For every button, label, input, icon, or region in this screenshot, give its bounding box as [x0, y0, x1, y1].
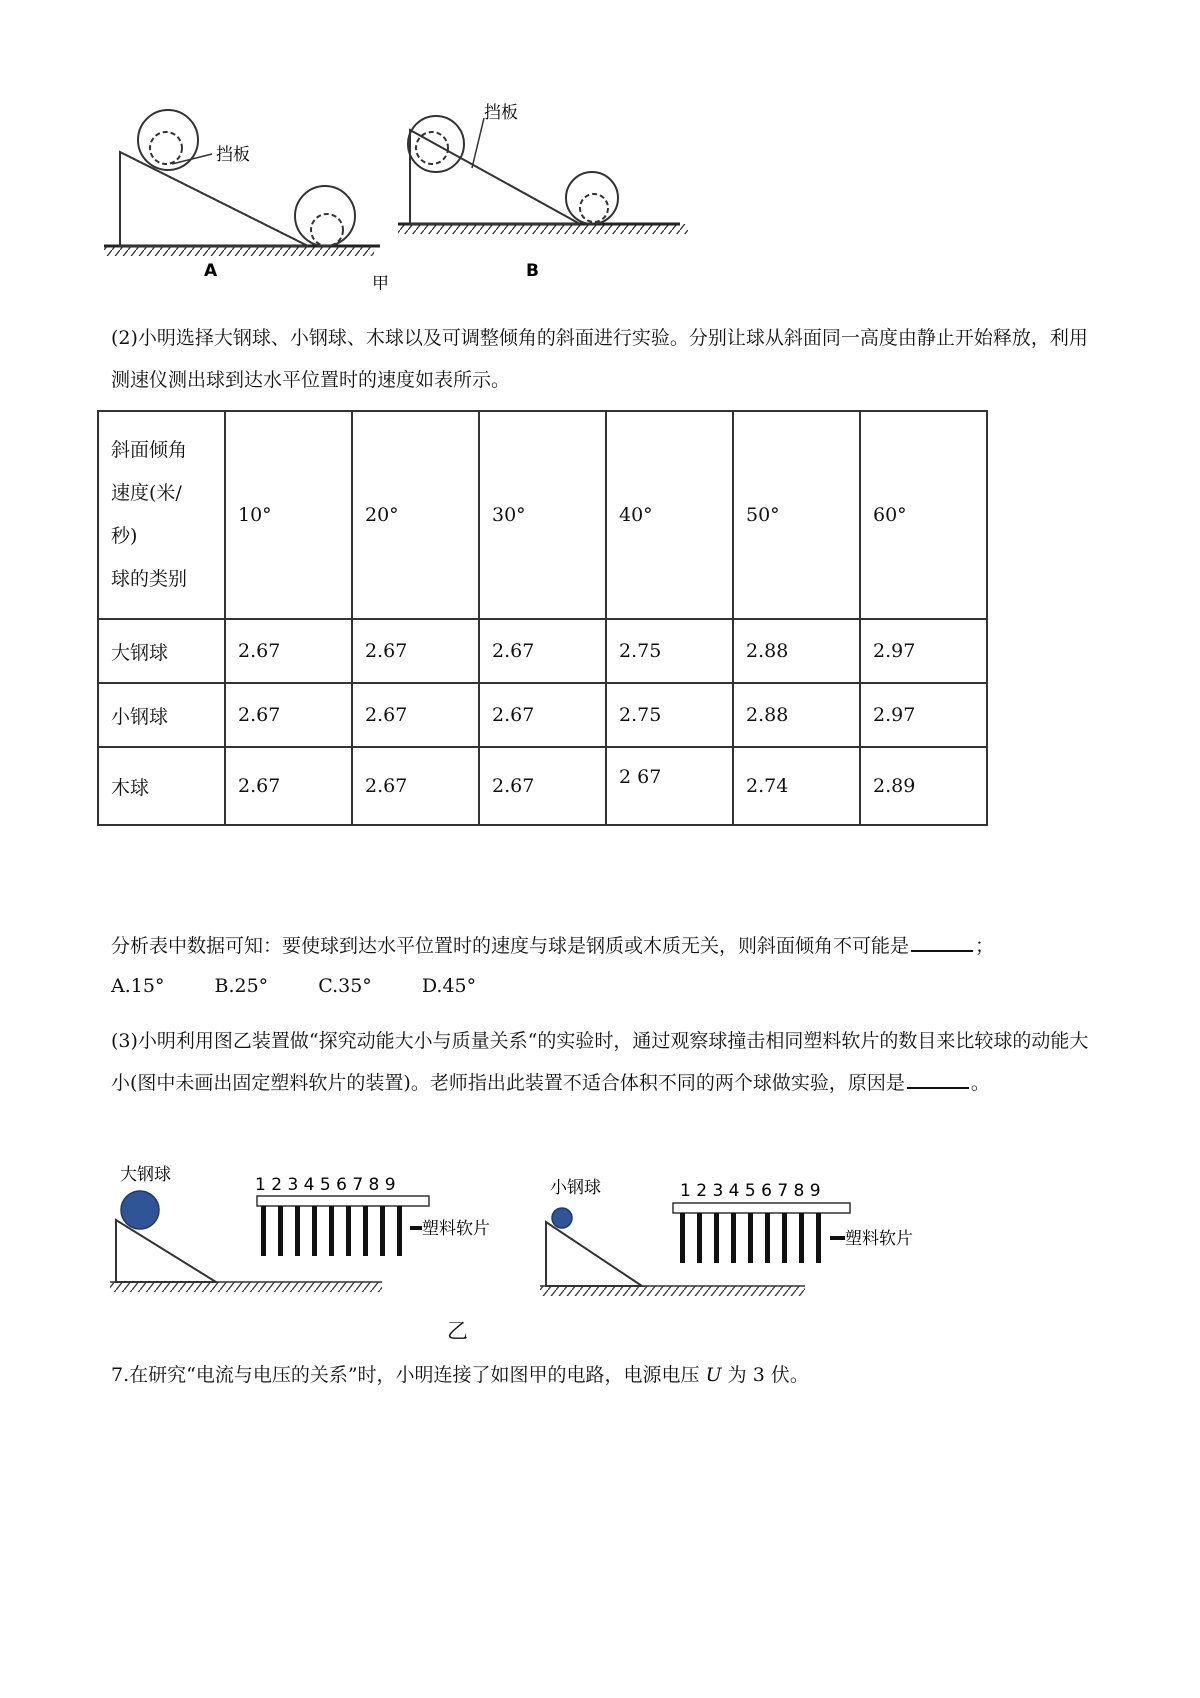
- sheet-holder-left: [257, 1196, 429, 1206]
- figure-caption-yi: 乙: [447, 1319, 468, 1343]
- angle-header: 10°: [225, 411, 352, 619]
- large-ball-bottom-b: [566, 172, 618, 224]
- table-cell: 2.89: [860, 747, 987, 825]
- angle-header: 40°: [606, 411, 733, 619]
- table-cell: 2.67: [225, 747, 352, 825]
- option-d[interactable]: D.45°: [421, 975, 477, 997]
- setup-b: [398, 103, 688, 281]
- small-ball-label: 小钢球: [550, 1178, 601, 1198]
- question-7-text: [111, 1354, 1101, 1396]
- question-7-prompt: 7.在研究“电流与电压的关系”时，小明连接了如图甲的电路，电源电压: [111, 1364, 700, 1386]
- option-a[interactable]: A.15°: [111, 975, 165, 997]
- large-ball-bottom: [295, 186, 355, 246]
- question-3-text: [111, 1020, 1101, 1104]
- row-label: 小钢球: [98, 683, 225, 747]
- incline-left: [116, 1220, 216, 1282]
- angle-header: 30°: [479, 411, 606, 619]
- voltage-variable: U: [705, 1364, 722, 1386]
- setup-small-ball: [540, 1178, 913, 1296]
- answer-blank[interactable]: [907, 1086, 969, 1089]
- header-line: 速度(米/: [111, 482, 182, 504]
- table-row: [98, 619, 987, 683]
- table-cell: 2.75: [606, 619, 733, 683]
- sheet-numbers-left: 1 2 3 4 5 6 7 8 9: [255, 1175, 396, 1195]
- incline-a: [120, 152, 308, 246]
- label-a: A: [204, 261, 218, 281]
- small-steel-ball: [552, 1208, 572, 1228]
- figure-yi: [100, 1160, 960, 1350]
- table-cell: 2 67: [606, 747, 733, 825]
- small-ball-dashed-bottom: [311, 214, 343, 246]
- table-cell: 2.67: [479, 747, 606, 825]
- incline-b: [410, 130, 580, 224]
- option-c[interactable]: C.35°: [318, 975, 372, 997]
- angle-header: 60°: [860, 411, 987, 619]
- small-ball-dashed: [150, 132, 182, 164]
- table-cell: 2.67: [352, 747, 479, 825]
- row-label: 木球: [98, 747, 225, 825]
- table-cell: 2.67: [225, 683, 352, 747]
- large-ball-top: [138, 110, 198, 170]
- header-line: 秒): [111, 525, 138, 547]
- question-2-text: (2)小明选择大钢球、小钢球、木球以及可调整倾角的斜面进行实验。分别让球从斜面同一高度由静止开始释放，利用测速仪测出球到达水平位置时的速度如表所示。: [111, 327, 1088, 391]
- ground-hatch-right: [540, 1286, 805, 1296]
- table-cell: 2.97: [860, 619, 987, 683]
- question-3-end: 。: [970, 1072, 990, 1094]
- table-cell: 2.97: [860, 683, 987, 747]
- sheet-label-right: 塑料软片: [845, 1229, 913, 1249]
- sheet-holder-right: [673, 1203, 850, 1213]
- sheet-label-left: 塑料软片: [422, 1219, 490, 1239]
- label-b: B: [526, 261, 539, 281]
- question-3-prompt: (3)小明利用图乙装置做“探究动能大小与质量关系“的实验时，通过观察球撞击相同塑料软片的数目来比较球的动能大小(图中未画出固定塑料软片的装置)。老师指出此装置不适合体积不同的两个球做实验，原因是: [111, 1030, 1089, 1094]
- large-steel-ball: [121, 1191, 159, 1229]
- table-cell: 2.67: [225, 619, 352, 683]
- setup-large-ball: [110, 1165, 490, 1292]
- plastic-sheets-right: [680, 1213, 821, 1263]
- incline-right: [546, 1222, 642, 1286]
- table-cell: 2.88: [733, 619, 860, 683]
- row-label: 大钢球: [98, 619, 225, 683]
- analysis-prompt: 分析表中数据可知：要使球到达水平位置时的速度与球是钢质或木质无关，则斜面倾角不可能是: [111, 935, 910, 957]
- answer-blank[interactable]: [911, 949, 973, 952]
- large-ball-label: 大钢球: [120, 1165, 171, 1185]
- header-line: 斜面倾角: [111, 439, 188, 461]
- table-cell: 2.75: [606, 683, 733, 747]
- table-cell: 2.67: [479, 619, 606, 683]
- answer-options: [111, 975, 520, 997]
- header-line: 球的类别: [111, 568, 188, 590]
- setup-a: [104, 110, 380, 281]
- angle-header: 50°: [733, 411, 860, 619]
- table-row: [98, 747, 987, 825]
- small-ball-dashed-bottom-b: [580, 194, 608, 222]
- angle-header: 20°: [352, 411, 479, 619]
- option-b[interactable]: B.25°: [214, 975, 269, 997]
- table-cell: 2.67: [352, 683, 479, 747]
- analysis-text: [111, 925, 1101, 967]
- figure-caption-jia: 甲: [372, 274, 389, 290]
- table-row: [98, 683, 987, 747]
- baffle-label-b: 挡板: [484, 103, 518, 123]
- question-7-end: 为 3 伏。: [727, 1364, 809, 1386]
- table-cell: 2.88: [733, 683, 860, 747]
- table-cell: 2.67: [479, 683, 606, 747]
- ground-hatch-left: [110, 1282, 382, 1292]
- header-corner-cell: [98, 411, 225, 619]
- table-cell: 2.74: [733, 747, 860, 825]
- figure-jia: [80, 100, 700, 290]
- plastic-sheets-left: [261, 1206, 402, 1256]
- speed-table: [97, 410, 988, 826]
- analysis-end: ；: [975, 935, 995, 957]
- baffle-label-a: 挡板: [216, 145, 250, 165]
- sheet-numbers-right: 1 2 3 4 5 6 7 8 9: [680, 1181, 821, 1201]
- baffle-pointer-b: [472, 118, 484, 168]
- table-cell: 2.67: [352, 619, 479, 683]
- table-header-row: [98, 411, 987, 619]
